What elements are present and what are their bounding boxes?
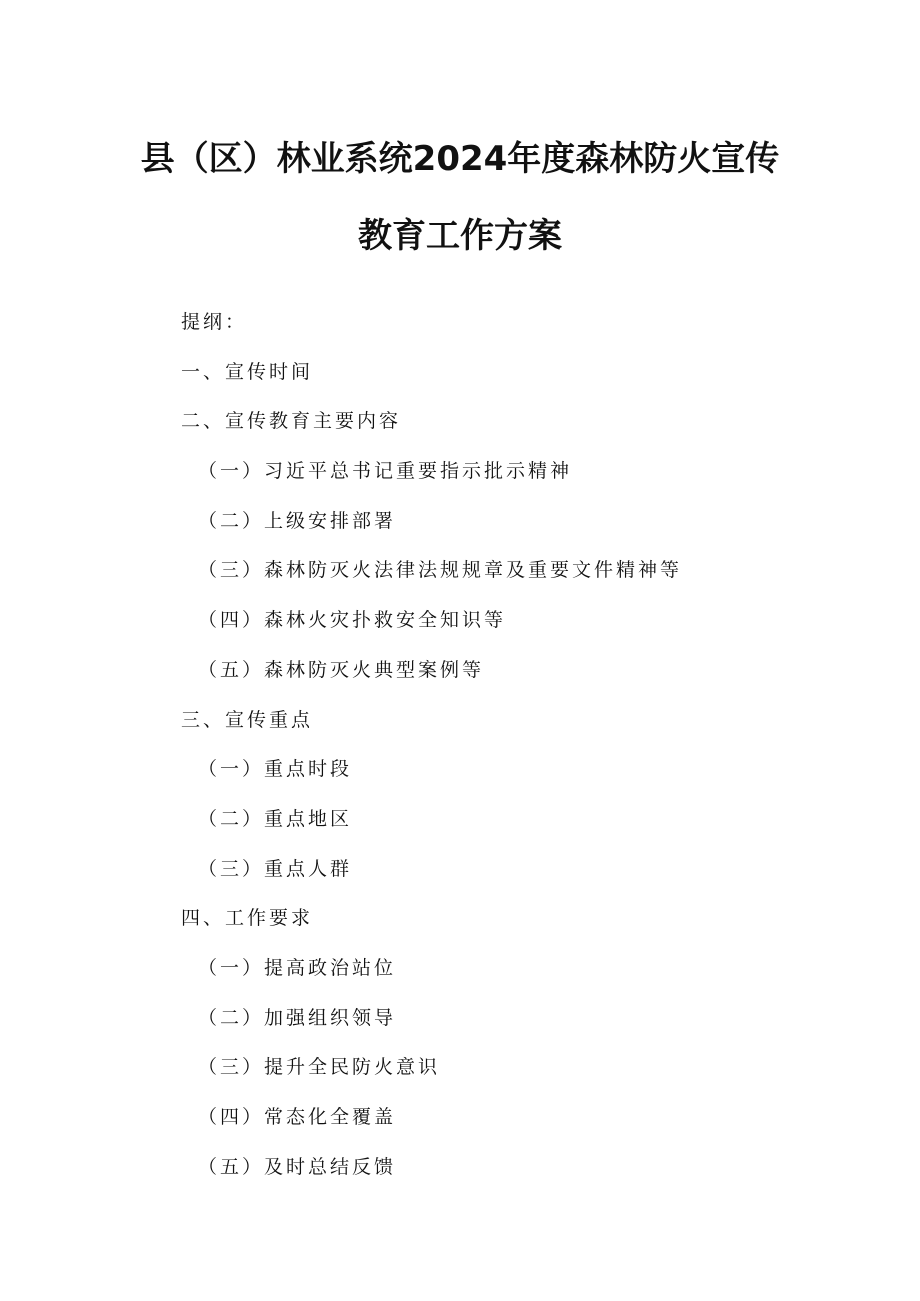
outline-subitem: （三）重点人群 — [198, 857, 353, 880]
document-title-line-1: 县（区）林业系统2024年度森林防火宣传 — [140, 139, 780, 179]
outline-subitem: （一）习近平总书记重要指示批示精神 — [198, 460, 573, 483]
outline-subitem: （五）森林防灭火典型案例等 — [198, 658, 485, 681]
outline-subitem: （五）及时总结反馈 — [198, 1155, 397, 1178]
document-title-line-2: 教育工作方案 — [358, 216, 562, 256]
outline-list — [0, 302, 920, 1196]
outline-subitem: （四）常态化全覆盖 — [198, 1106, 397, 1128]
outline-subitem: （二）上级安排部署 — [198, 509, 397, 532]
outline-label: 提纲： — [181, 311, 248, 333]
outline-item: 三、宣传重点 — [181, 708, 314, 731]
outline-item: 一、宣传时间 — [181, 360, 314, 383]
outline-subitem: （三）提升全民防火意识 — [198, 1056, 441, 1079]
outline-item: 二、宣传教育主要内容 — [181, 410, 402, 433]
outline-subitem: （一）提高政治站位 — [198, 956, 397, 979]
outline-subitem: （四）森林火灾扑救安全知识等 — [198, 609, 507, 632]
outline-subitem: （二）加强组织领导 — [198, 1006, 397, 1029]
outline-subitem: （三）森林防灭火法律法规规章及重要文件精神等 — [198, 559, 683, 582]
outline-item: 四、工作要求 — [181, 907, 314, 930]
outline-subitem: （二）重点地区 — [198, 807, 353, 830]
outline-subitem: （一）重点时段 — [198, 758, 353, 781]
